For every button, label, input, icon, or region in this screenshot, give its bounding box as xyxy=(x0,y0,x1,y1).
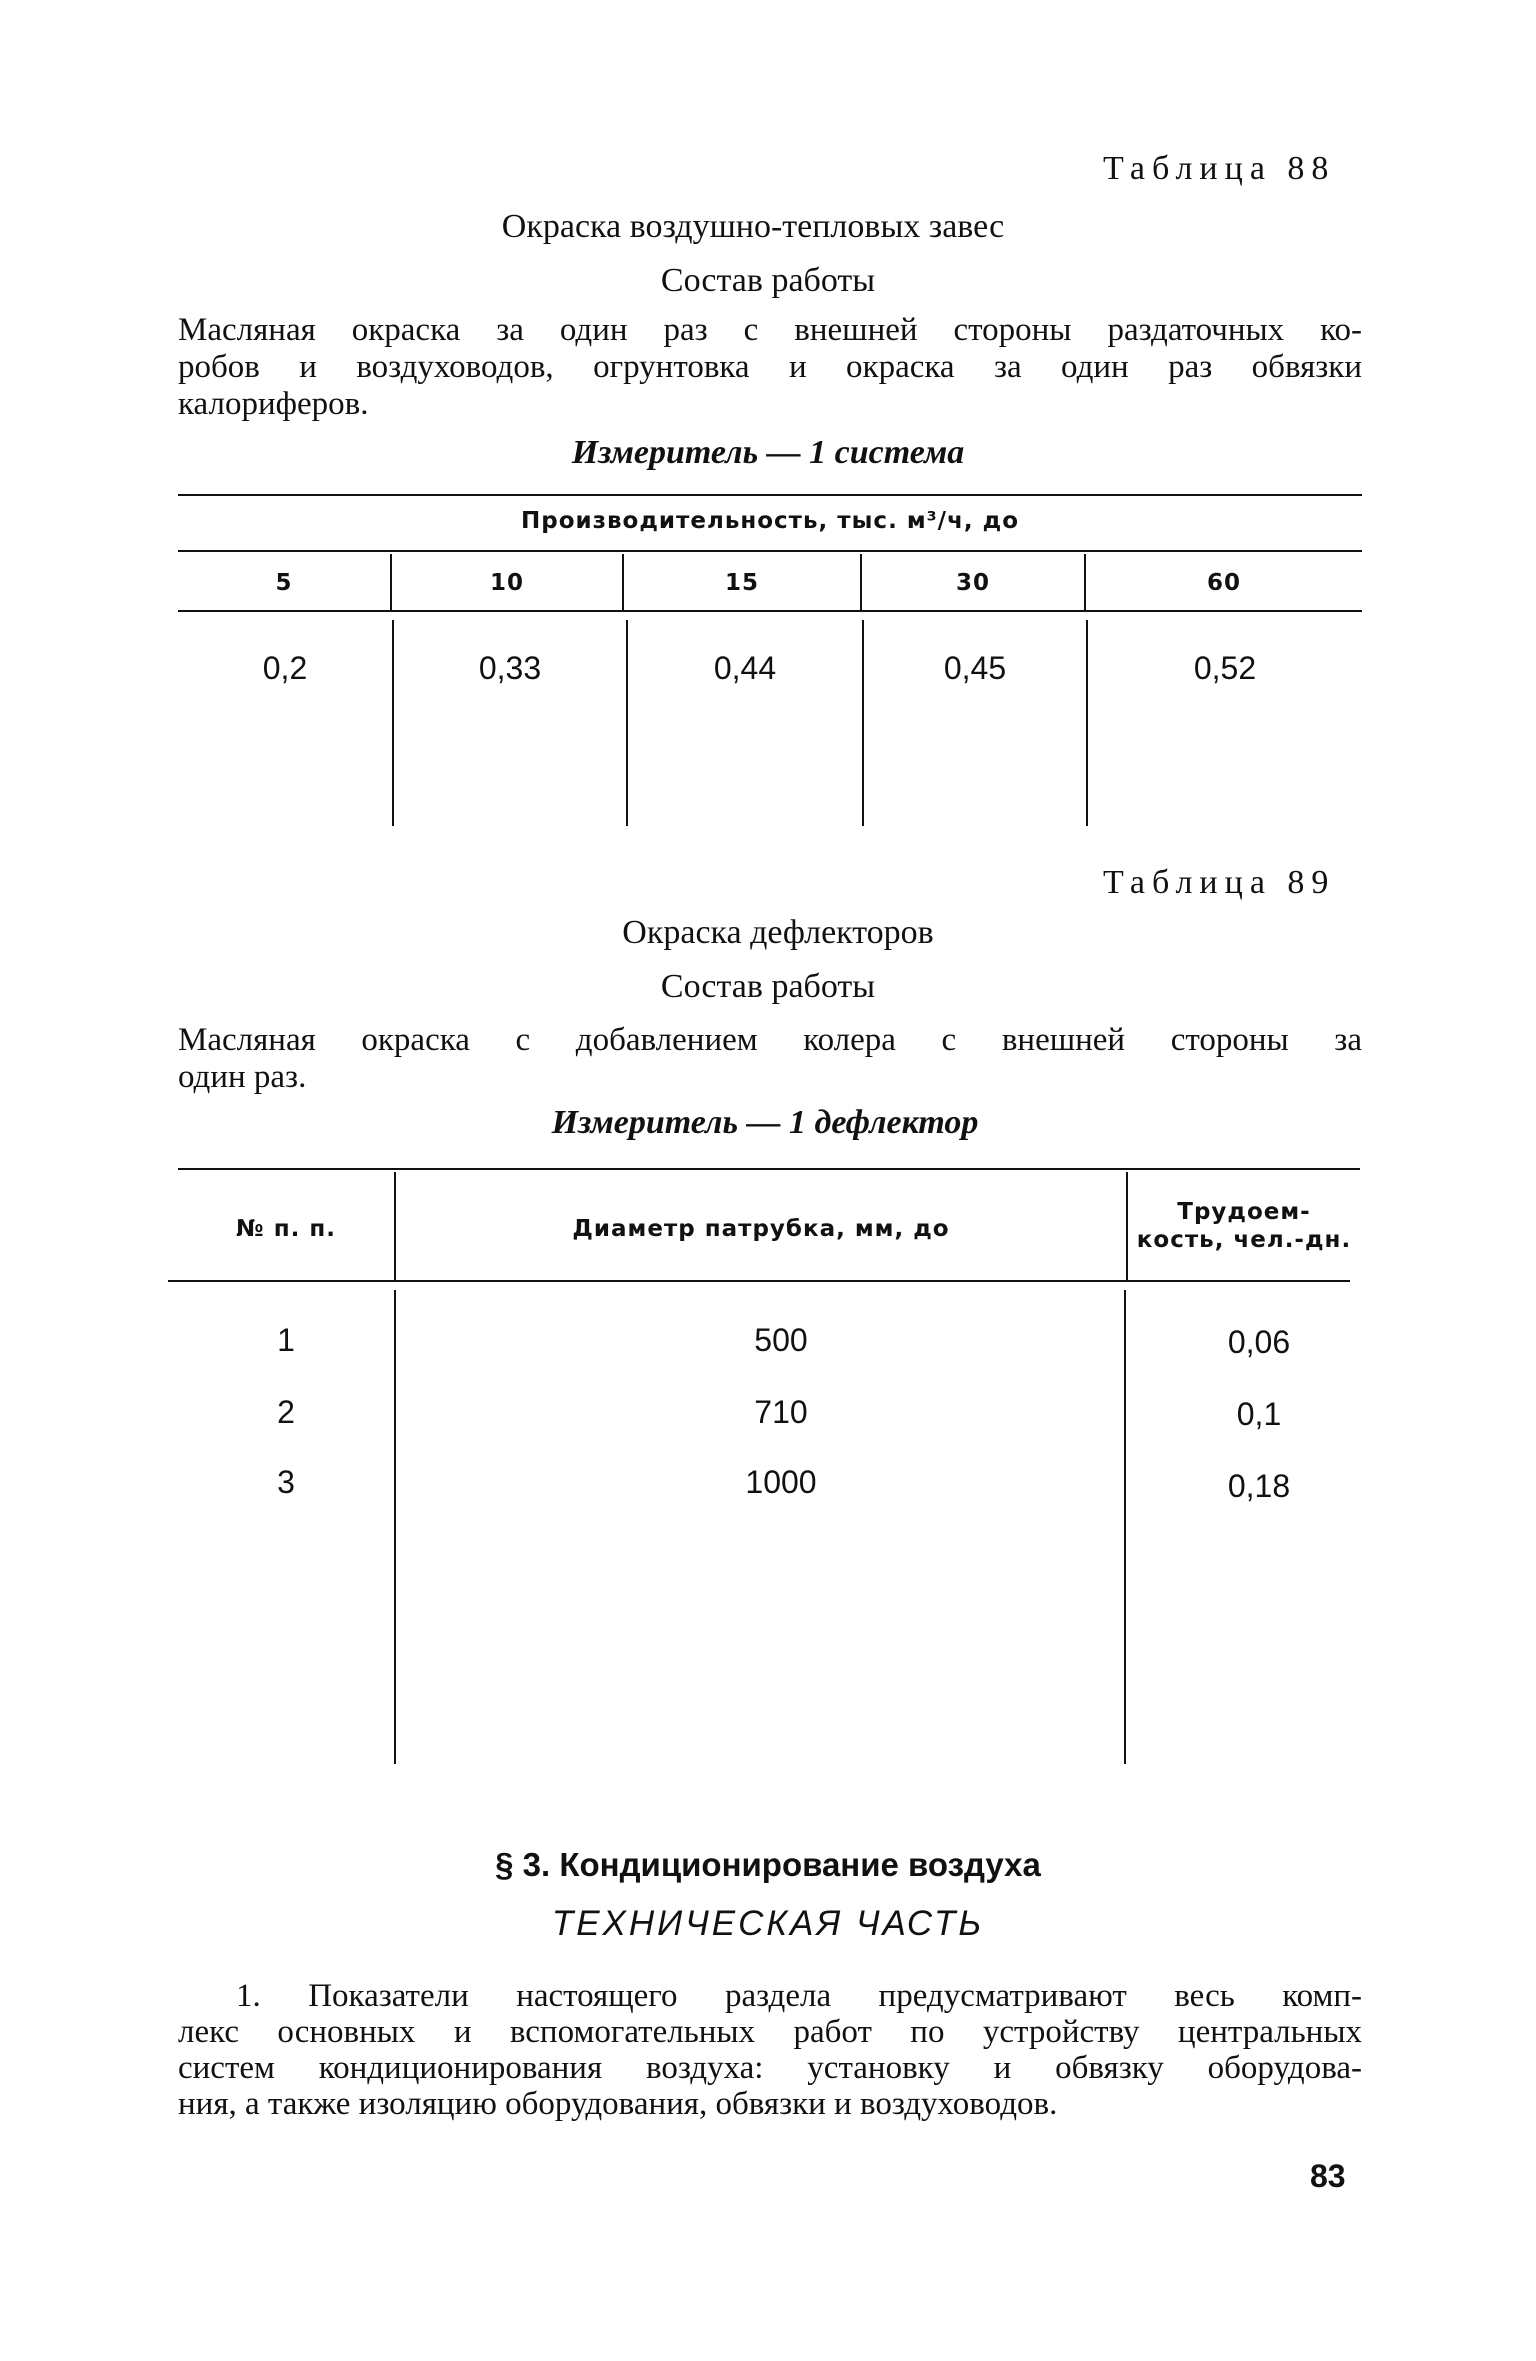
table-row-num: 2 xyxy=(277,1394,295,1430)
table-row-labor: 0,1 xyxy=(1236,1396,1282,1432)
table-row-diameter: 1000 xyxy=(745,1464,817,1500)
table-row-diameter: 710 xyxy=(754,1394,808,1430)
table-cell: 0,33 xyxy=(478,650,542,686)
table-88-unit: Измеритель — 1 система xyxy=(571,434,965,471)
table-row-num: 1 xyxy=(277,1322,295,1358)
table-cell: 0,44 xyxy=(713,650,777,686)
table-89-title: Окраска дефлекторов xyxy=(622,914,934,951)
table-89-description xyxy=(178,1022,1362,1096)
column-header-num: № п. п. xyxy=(236,1216,336,1242)
column-divider xyxy=(394,1290,396,1764)
description-line: робов и воздуховодов, огрунтовка и окраска за один раз обвязки xyxy=(178,349,1362,385)
table-89-unit: Измеритель — 1 дефлектор xyxy=(551,1104,979,1141)
column-header: 5 xyxy=(275,570,293,596)
paragraph-line: 1. Показатели настоящего раздела предусматривают весь комп- xyxy=(236,1978,1362,2014)
table-88-title: Окраска воздушно-тепловых завес xyxy=(501,208,1005,245)
section-subheading: ТЕХНИЧЕСКАЯ ЧАСТЬ xyxy=(551,1904,985,1943)
table-cell: 0,52 xyxy=(1193,650,1257,686)
header-line: Трудоем- xyxy=(1177,1199,1311,1225)
column-header-labor xyxy=(1128,1198,1360,1254)
table-89-label: Таблица 89 xyxy=(1103,864,1336,901)
table-top-rule xyxy=(178,494,1362,496)
paragraph-line: ния, а также изоляцию оборудования, обвязки и воздуховодов. xyxy=(178,2086,1058,2122)
description-line: Масляная окраска с добавлением колера с внешней стороны за xyxy=(178,1022,1362,1058)
section-heading: § 3. Кондиционирование воздуха xyxy=(495,1846,1041,1883)
description-line: один раз. xyxy=(178,1059,307,1095)
table-row-num: 3 xyxy=(277,1464,295,1500)
column-divider xyxy=(622,554,624,610)
column-divider xyxy=(1124,1290,1126,1764)
column-header-rule xyxy=(178,610,1362,612)
table-cell: 0,2 xyxy=(262,650,308,686)
table-top-rule xyxy=(178,1168,1360,1170)
column-header: 30 xyxy=(955,570,990,596)
table-88-header: Производительность, тыс. м³/ч, до xyxy=(521,508,1019,534)
paragraph-line: систем кондиционирования воздуха: установку и обвязку оборудова- xyxy=(178,2050,1362,2086)
column-header-diameter: Диаметр патрубка, мм, до xyxy=(572,1216,950,1242)
header-rule xyxy=(168,1280,1350,1282)
table-cell: 0,45 xyxy=(943,650,1007,686)
column-header: 60 xyxy=(1206,570,1241,596)
paragraph-line: лекс основных и вспомогательных работ по устройству центральных xyxy=(178,2014,1362,2050)
column-divider xyxy=(860,554,862,610)
table-88-description xyxy=(178,312,1362,423)
table-row-labor: 0,18 xyxy=(1227,1468,1291,1504)
column-divider xyxy=(1084,554,1086,610)
header-rule xyxy=(178,550,1362,552)
column-header: 10 xyxy=(489,570,524,596)
column-header: 15 xyxy=(724,570,759,596)
page-number: 83 xyxy=(1310,2158,1346,2194)
description-line: Масляная окраска за один раз с внешней стороны раздаточных ко- xyxy=(178,312,1362,348)
table-row-diameter: 500 xyxy=(754,1322,808,1358)
table-88-label: Таблица 88 xyxy=(1103,150,1336,187)
header-line: кость, чел.-дн. xyxy=(1136,1227,1352,1253)
table-row-labor: 0,06 xyxy=(1227,1324,1291,1360)
table-88-subtitle: Состав работы xyxy=(660,262,876,299)
table-89-subtitle: Состав работы xyxy=(660,968,876,1005)
section-paragraph xyxy=(178,1978,1362,2122)
description-line: калориферов. xyxy=(178,386,369,422)
column-divider xyxy=(390,554,392,610)
